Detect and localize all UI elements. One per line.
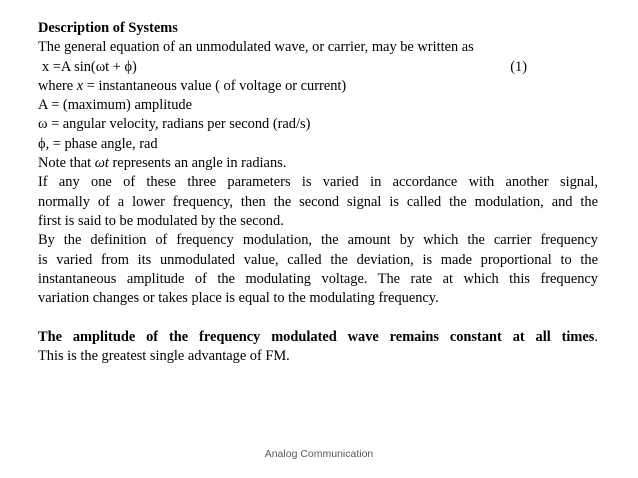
spacer (38, 308, 598, 327)
paragraph-line: variation changes or takes place is equal to the modulating frequency. (38, 290, 439, 307)
note-line (38, 154, 598, 173)
equation-expression: x =A sin(ωt + ϕ) (42, 58, 137, 75)
variable-x: x (76, 77, 84, 94)
definition-x (38, 77, 598, 96)
carrier-equation (38, 58, 598, 77)
conclusion-period: . (594, 328, 598, 345)
conclusion-last: This is the greatest single advantage of FM. (38, 348, 290, 365)
definition-phi: ϕ, = phase angle, rad (38, 135, 158, 152)
paragraph-deviation (38, 231, 598, 308)
slide-body (38, 19, 598, 366)
note-prefix: Note that (38, 155, 95, 172)
equation-number: (1) (510, 58, 527, 75)
paragraph-line: normally of a lower frequency, then the second signal is called the modulation, and the (38, 193, 598, 210)
where-rest: = instantaneous value ( of voltage or current) (83, 77, 347, 94)
note-rest: represents an angle in radians. (108, 155, 287, 172)
conclusion-bold: The amplitude of the frequency modulated wave remains constant at all times (38, 328, 595, 345)
where-prefix: where (38, 77, 77, 94)
slide-footer: Analog Communication (264, 448, 374, 460)
paragraph-line: instantaneous amplitude of the modulating voltage. The rate at which this frequency (38, 270, 598, 287)
conclusion-bold-line (38, 328, 598, 347)
intro-text: The general equation of an unmodulated wave, or carrier, may be written as (38, 39, 474, 56)
definition-omega: ω = angular velocity, radians per second (rad/s) (38, 116, 311, 133)
paragraph-line: By the definition of frequency modulation, the amount by which the carrier frequency (38, 232, 598, 249)
paragraph-modulation (38, 173, 598, 231)
definition-amplitude: A = (maximum) amplitude (38, 97, 192, 114)
paragraph-line: first is said to be modulated by the second. (38, 212, 284, 229)
paragraph-line: is varied from its unmodulated value, called the deviation, is made proportional to the (38, 251, 598, 268)
paragraph-line: If any one of these three parameters is varied in accordance with another signal, (38, 174, 598, 191)
slide-heading: Description of Systems (38, 20, 178, 36)
variable-omega-t: ωt (94, 155, 109, 172)
